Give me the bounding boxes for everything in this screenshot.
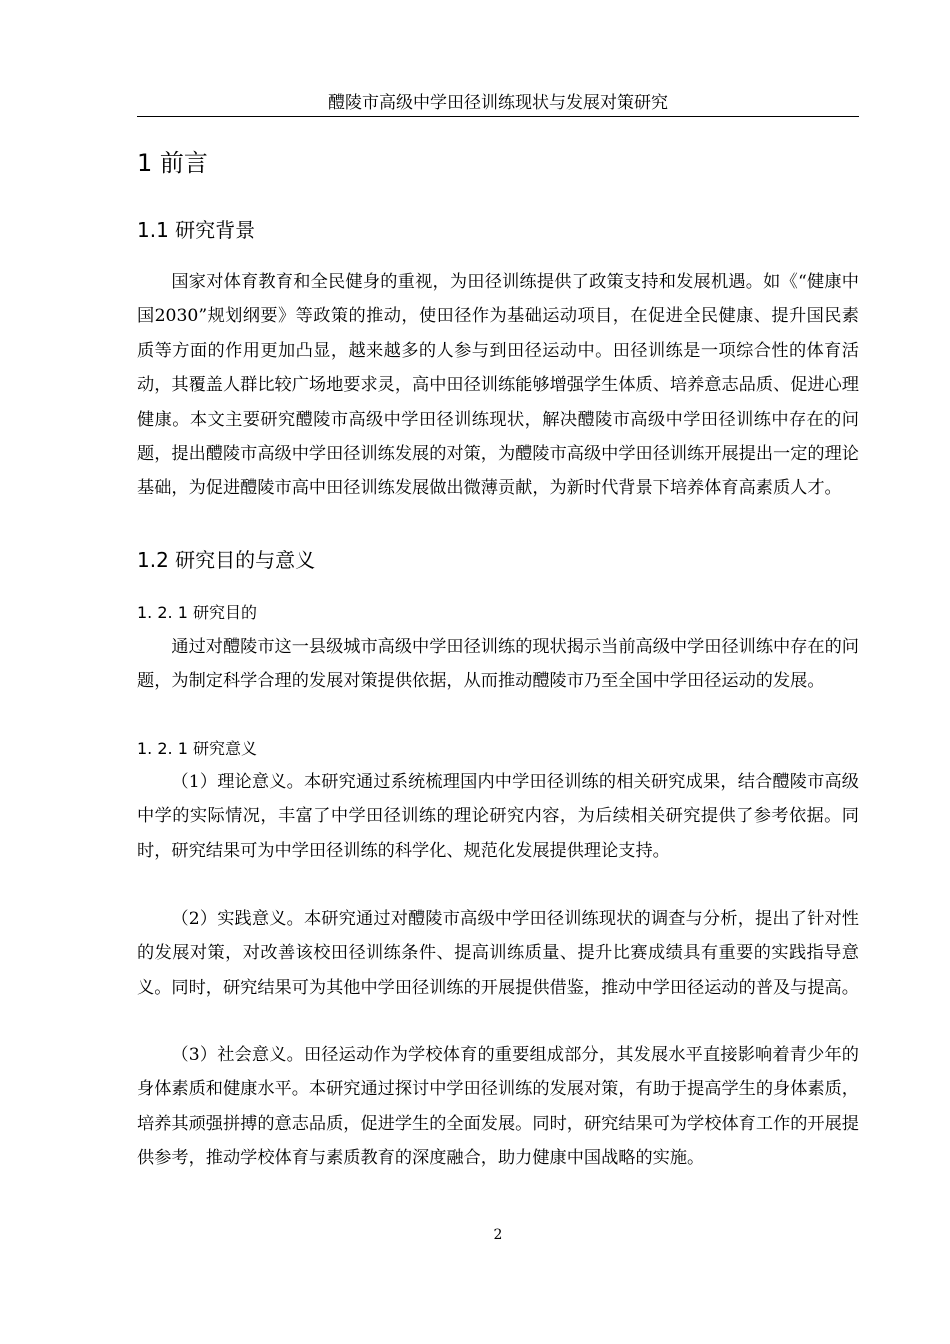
running-header: 醴陵市高级中学田径训练现状与发展对策研究 <box>137 92 859 117</box>
practical-significance-paragraph: （2）实践意义。本研究通过对醴陵市高级中学田径训练现状的调查与分析，提出了针对性的发展对策，对改善该校田径训练条件、提高训练质量、提升比赛成绩具有重要的实践指导意义。同时，研究结果可为其他中学田径训练的开展提供借鉴，推动中学田径运动的普及与提高。 <box>137 909 859 998</box>
social-significance-paragraph: （3）社会意义。田径运动作为学校体育的重要组成部分，其发展水平直接影响着青少年的身体素质和健康水平。本研究通过探讨中学田径训练的发展对策，有助于提高学生的身体素质，培养其顽强拼搏的意志品质，促进学生的全面发展。同时，研究结果可为学校体育工作的开展提供参考，推动学校体育与素质教育的深度融合，助力健康中国战略的实施。 <box>137 1045 859 1169</box>
background-paragraph: 国家对体育教育和全民健身的重视，为田径训练提供了政策支持和发展机遇。如《“健康中国2030”规划纲要》等政策的推动，使田径作为基础运动项目，在促进全民健康、提升国民素质等方面的作用更加凸显，越来越多的人参与到田径运动中。田径训练是一项综合性的体育活动，其覆盖人群比较广场地要求灵，高中田径训练能够增强学生体质、培养意志品质、促进心理健康。本文主要研究醴陵市高级中学田径训练现状，解决醴陵市高级中学田径训练中存在的问题，提出醴陵市高级中学田径训练发展的对策，为醴陵市高级中学田径训练开展提出一定的理论基础，为促进醴陵市高中田径训练发展做出微薄贡献，为新时代背景下培养体育高素质人才。 <box>137 272 859 499</box>
chapter-title: 1 前言 <box>137 149 208 177</box>
subsection-title-significance: 1. 2. 1 研究意义 <box>137 739 257 758</box>
page-number: 2 <box>493 1227 503 1243</box>
section-title-background: 1.1 研究背景 <box>137 218 256 242</box>
section-title-purpose-significance: 1.2 研究目的与意义 <box>137 548 316 572</box>
purpose-paragraph: 通过对醴陵市这一县级城市高级中学田径训练的现状揭示当前高级中学田径训练中存在的问题，为制定科学合理的发展对策提供依据，从而推动醴陵市乃至全国中学田径运动的发展。 <box>137 637 859 692</box>
subsection-title-purpose: 1. 2. 1 研究目的 <box>137 603 257 622</box>
theory-significance-paragraph: （1）理论意义。本研究通过系统梳理国内中学田径训练的相关研究成果，结合醴陵市高级中学的实际情况，丰富了中学田径训练的理论研究内容，为后续相关研究提供了参考依据。同时，研究结果可为中学田径训练的科学化、规范化发展提供理论支持。 <box>137 772 859 861</box>
